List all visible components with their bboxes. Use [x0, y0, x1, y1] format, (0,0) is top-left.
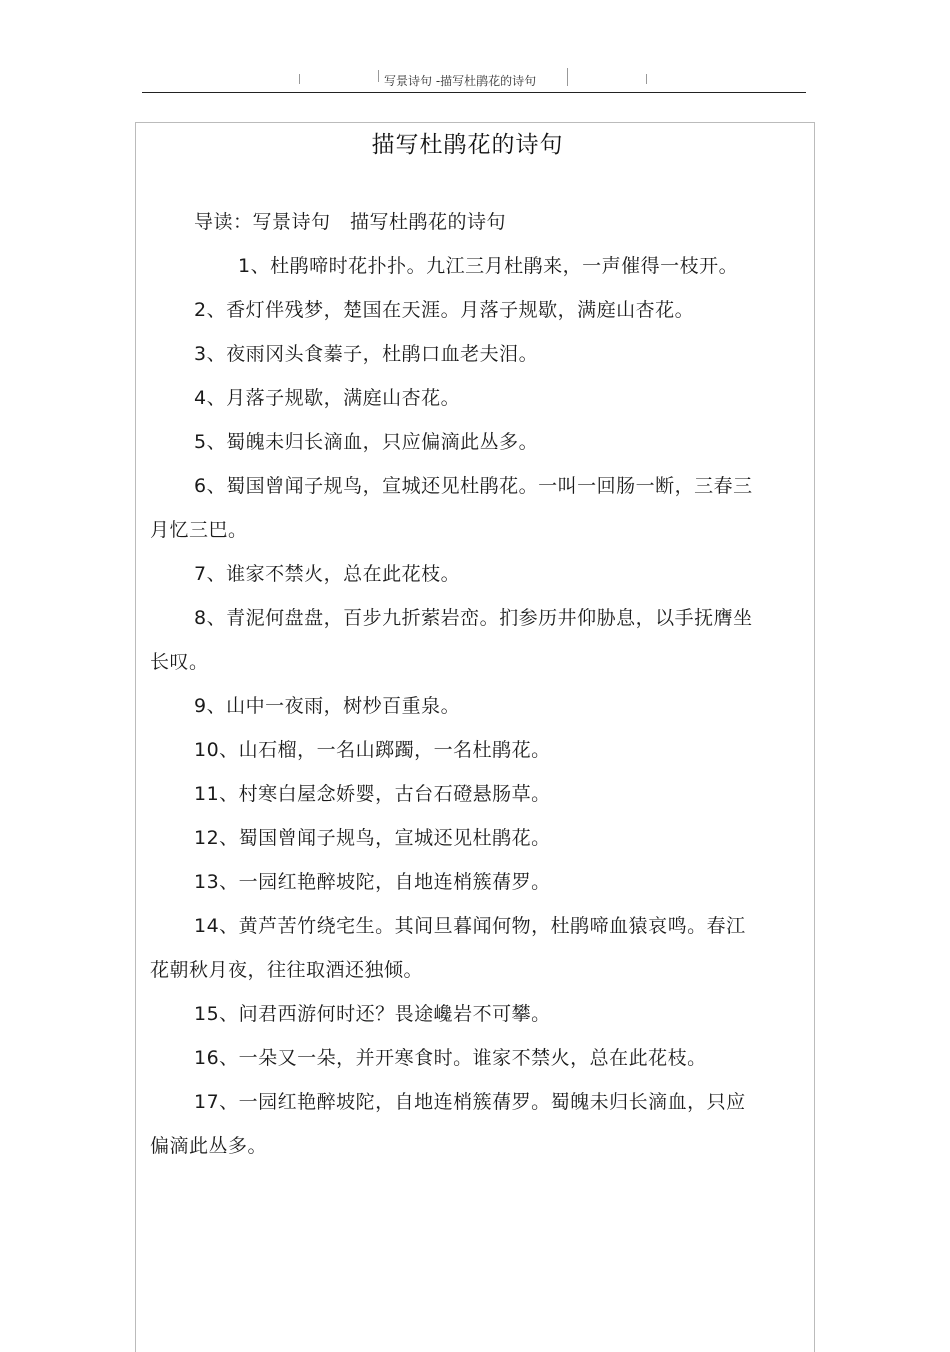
header-tick-left: [299, 74, 300, 84]
header-text: 写景诗句 -描写杜鹃花的诗句: [384, 74, 537, 88]
poem-line: 11、村寒白屋念娇婴，古台石磴悬肠草。: [194, 783, 551, 805]
document-body: [150, 200, 762, 1168]
poem-line: 13、一园红艳醉坡陀，自地连梢簇蒨罗。: [194, 871, 551, 893]
poem-line: 4、月落子规歇，满庭山杏花。: [194, 387, 461, 409]
page-header: [142, 62, 806, 93]
document-title: 描写杜鹃花的诗句: [371, 132, 564, 158]
header-tick-right: [567, 68, 568, 86]
poem-line: 5、蜀魄未归长滴血，只应偏滴此丛多。: [194, 431, 539, 453]
poem-line: 3、夜雨冈头食蓁子，杜鹃口血老夫泪。: [194, 343, 539, 365]
poem-line: 12、蜀国曾闻子规鸟，宣城还见杜鹃花。: [194, 827, 551, 849]
poem-line: 1、杜鹃啼时花扑扑。九江三月杜鹃来，一声催得一枝开。: [238, 255, 739, 277]
poem-line: 10、山石榴，一名山踯躅，一名杜鹃花。: [194, 739, 551, 761]
poem-line: 9、山中一夜雨，树杪百重泉。: [194, 695, 461, 717]
poem-line: 17、一园红艳醉坡陀，自地连梢簇蒨罗。蜀魄未归长滴血，只应偏滴此丛多。: [150, 1091, 746, 1157]
poem-line: 15、问君西游何时还？畏途巉岩不可攀。: [194, 1003, 551, 1025]
poem-line: 7、谁家不禁火，总在此花枝。: [194, 563, 461, 585]
header-tick-far-right: [646, 74, 647, 84]
intro-paragraph: 导读：写景诗句 描写杜鹃花的诗句: [194, 211, 507, 233]
poem-line: 16、一朵又一朵，并开寒食时。谁家不禁火，总在此花枝。: [194, 1047, 707, 1069]
poem-line: 2、香灯伴残梦，楚国在天涯。月落子规歇，满庭山杏花。: [194, 299, 695, 321]
poem-line: 8、青泥何盘盘，百步九折萦岩峦。扪参历井仰胁息，以手抚膺坐长叹。: [150, 607, 753, 673]
poem-line: 14、黄芦苦竹绕宅生。其间旦暮闻何物，杜鹃啼血猿哀鸣。春江花朝秋月夜，往往取酒还独倾。: [150, 915, 746, 981]
poem-line: 6、蜀国曾闻子规鸟，宣城还见杜鹃花。一叫一回肠一断，三春三月忆三巴。: [150, 475, 753, 541]
header-tick-mid: [378, 70, 379, 82]
